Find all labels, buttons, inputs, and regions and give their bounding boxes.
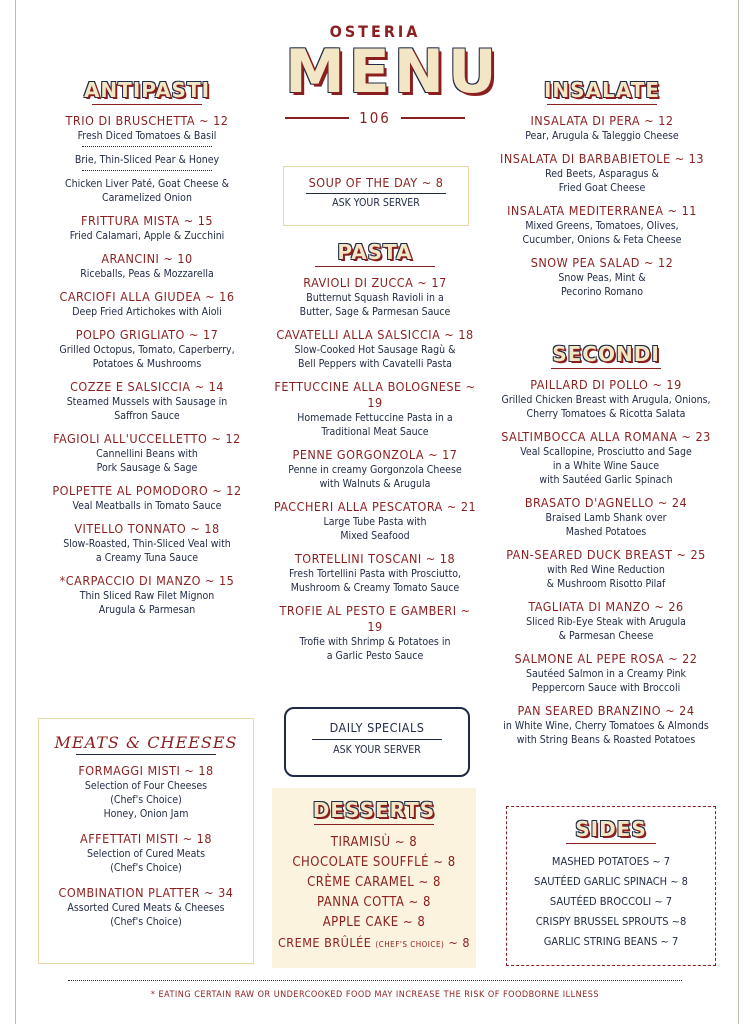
menu-item — [497, 651, 715, 695]
item-name: PAN SEARED BRANZINO ~ 24 — [517, 703, 695, 718]
dessert-item — [272, 933, 476, 955]
item-desc: Sautéed Salmon in a Creamy Pink Peppercorn Sauce with Broccoli — [525, 668, 687, 694]
meats-rule — [76, 754, 216, 755]
item-desc: in White Wine, Cherry Tomatoes & Almonds with String Beans & Roasted Potatoes — [503, 720, 709, 746]
item-name: FRITTURA MISTA ~ 15 — [80, 213, 214, 228]
menu-item — [270, 603, 480, 663]
dessert-last-name: CREME BRÛLÉE — [277, 935, 372, 950]
logo-rule-right — [401, 117, 465, 119]
item-desc: Brie, Thin-Sliced Pear & Honey — [74, 154, 220, 166]
menu-item — [42, 431, 252, 475]
item-desc: with Red Wine Reduction & Mushroom Risotto Pilaf — [546, 564, 666, 590]
menu-item — [270, 499, 480, 543]
secondi-section — [497, 342, 715, 755]
menu-item — [42, 379, 252, 423]
item-name: PACCHERI ALLA PESCATORA ~ 21 — [273, 499, 477, 514]
item-name: SALTIMBOCCA ALLA ROMANA ~ 23 — [501, 429, 711, 444]
logo-osteria: OSTERIA — [329, 22, 421, 41]
logo — [285, 22, 501, 127]
item-name: TROFIE AL PESTO E GAMBERI ~ 19 — [279, 603, 471, 634]
item-desc: Fresh Tortellini Pasta with Prosciutto, Mushroom & Creamy Tomato Sauce — [288, 568, 461, 594]
item-desc: Homemade Fettuccine Pasta in a Traditional Meat Sauce — [297, 412, 453, 438]
dessert-item: PANNA COTTA ~ 8 — [316, 895, 431, 910]
item-name: TRIO DI BRUSCHETTA ~ 12 — [65, 113, 229, 128]
meats-title: MEATS & CHEESES — [54, 733, 238, 752]
logo-menu: MENU — [285, 37, 501, 107]
item-name: ARANCINI ~ 10 — [101, 251, 193, 266]
menu-item — [42, 483, 252, 513]
item-name: INSALATA MEDITERRANEA ~ 11 — [507, 203, 697, 218]
antipasti-title: ANTIPASTI — [83, 78, 211, 102]
meats-box — [38, 718, 254, 964]
item-desc: Steamed Mussels with Sausage in Saffron Sauce — [66, 396, 228, 422]
menu-item — [497, 429, 715, 487]
dessert-item: TIRAMISÙ ~ 8 — [330, 835, 418, 850]
item-name: PENNE GORGONZOLA ~ 17 — [292, 447, 458, 462]
menu-item — [42, 327, 252, 371]
item-name: SALMONE AL PEPE ROSA ~ 22 — [514, 651, 698, 666]
specials-box — [284, 707, 470, 777]
menu-item — [42, 213, 252, 243]
sides-box — [506, 806, 716, 966]
side-item: CRISPY BRUSSEL SPROUTS ~8 — [535, 915, 687, 928]
item-desc: Selection of Cured Meats (Chef's Choice) — [86, 848, 206, 874]
insalate-title: INSALATE — [543, 78, 661, 102]
menu-item — [497, 151, 707, 195]
item-name: INSALATA DI BARBABIETOLE ~ 13 — [500, 151, 704, 166]
item-desc: Fresh Diced Tomatoes & Basil — [77, 130, 217, 142]
antipasti-rule — [92, 104, 202, 105]
item-desc: Assorted Cured Meats & Cheeses (Chef's Choice) — [67, 902, 225, 928]
menu-item — [270, 379, 480, 439]
menu-item — [42, 289, 252, 319]
menu-item — [39, 831, 253, 875]
menu-item — [497, 703, 715, 747]
footer-rule — [68, 980, 682, 981]
item-desc: Penne in creamy Gorgonzola Cheese with Walnuts & Arugula — [288, 464, 462, 490]
item-desc: Snow Peas, Mint & Pecorino Romano — [558, 272, 646, 298]
dotted-divider — [82, 170, 212, 171]
dessert-item: APPLE CAKE ~ 8 — [322, 915, 426, 930]
item-name: PAN-SEARED DUCK BREAST ~ 25 — [506, 547, 706, 562]
menu-item — [42, 573, 252, 617]
item-desc: Deep Fried Artichokes with Aioli — [72, 306, 222, 318]
menu-item — [497, 377, 715, 421]
item-name: CAVATELLI ALLA SALSICCIA ~ 18 — [276, 327, 474, 342]
menu-item — [42, 521, 252, 565]
item-desc: Slow-Roasted, Thin-Sliced Veal with a Creamy Tuna Sauce — [63, 538, 231, 564]
item-name: FETTUCCINE ALLA BOLOGNESE ~ 19 — [274, 379, 476, 410]
logo-rule-left — [285, 117, 349, 119]
item-name: COZZE E SALSICCIA ~ 14 — [70, 379, 224, 394]
menu-item — [497, 113, 707, 143]
sides-title: SIDES — [575, 817, 647, 841]
menu-item — [270, 275, 480, 319]
item-name: POLPO GRIGLIATO ~ 17 — [75, 327, 219, 342]
dessert-item: CHOCOLATE SOUFFLÉ ~ 8 — [292, 855, 456, 870]
desserts-box — [272, 788, 476, 968]
item-desc: Large Tube Pasta with Mixed Seafood — [323, 516, 427, 542]
item-name: PAILLARD DI POLLO ~ 19 — [530, 377, 682, 392]
desserts-rule — [314, 824, 434, 825]
insalate-section — [497, 78, 707, 307]
soup-divider — [306, 193, 446, 194]
item-desc: Braised Lamb Shank over Mashed Potatoes — [545, 512, 667, 538]
menu-item — [270, 447, 480, 491]
menu-item — [39, 763, 253, 821]
item-desc: Selection of Four Cheeses (Chef's Choice) Honey, Onion Jam — [84, 780, 208, 820]
menu-item — [497, 203, 707, 247]
soup-title: SOUP OF THE DAY ~ 8 — [308, 175, 444, 190]
menu-item — [42, 251, 252, 281]
item-name: TORTELLINI TOSCANI ~ 18 — [294, 551, 456, 566]
sides-rule — [566, 843, 656, 844]
pasta-section — [270, 240, 480, 671]
soup-box — [283, 166, 469, 226]
item-desc: Mixed Greens, Tomatoes, Olives, Cucumber, Onions & Feta Cheese — [522, 220, 682, 246]
item-desc: Riceballs, Peas & Mozzarella — [80, 268, 214, 280]
menu-item — [39, 885, 253, 929]
item-name: AFFETTATI MISTI ~ 18 — [80, 831, 212, 846]
item-name: CARCIOFI ALLA GIUDEA ~ 16 — [59, 289, 235, 304]
secondi-title: SECONDI — [552, 342, 660, 366]
item-desc: Veal Meatballs in Tomato Sauce — [72, 500, 222, 512]
insalate-rule — [547, 104, 657, 105]
item-desc: Fried Calamari, Apple & Zucchini — [69, 230, 225, 242]
side-item: MASHED POTATOES ~ 7 — [551, 855, 671, 868]
item-desc: Trofie with Shrimp & Potatoes in a Garlic Pesto Sauce — [299, 636, 451, 662]
item-name: SNOW PEA SALAD ~ 12 — [530, 255, 674, 270]
desserts-title: DESSERTS — [312, 798, 436, 822]
item-name: *CARPACCIO DI MANZO ~ 15 — [59, 573, 235, 588]
item-desc: Chicken Liver Paté, Goat Cheese & Caramelized Onion — [65, 178, 229, 204]
item-desc: Butternut Squash Ravioli in a Butter, Sage & Parmesan Sauce — [299, 292, 451, 318]
soup-subtitle: ASK YOUR SERVER — [332, 197, 420, 209]
pasta-title: PASTA — [337, 240, 413, 264]
specials-divider — [312, 739, 442, 740]
dessert-last-price: ~ 8 — [448, 935, 471, 950]
dessert-item: CRÈME CARAMEL ~ 8 — [307, 875, 441, 890]
item-name: BRASATO D'AGNELLO ~ 24 — [524, 495, 688, 510]
menu-item — [497, 599, 715, 643]
item-desc: Veal Scallopine, Prosciutto and Sage in a White Wine Sauce with Sautéed Garlic Spinach — [520, 446, 692, 486]
item-desc: Cannellini Beans with Pork Sausage & Sage — [96, 448, 198, 474]
menu-item — [497, 495, 715, 539]
item-name: VITELLO TONNATO ~ 18 — [74, 521, 220, 536]
item-name: INSALATA DI PERA ~ 12 — [530, 113, 674, 128]
item-desc: Slow-Cooked Hot Sausage Ragù & Bell Peppers with Cavatelli Pasta — [294, 344, 456, 370]
item-desc: Red Beets, Asparagus & Fried Goat Cheese — [545, 168, 659, 194]
dotted-divider — [82, 146, 212, 147]
pasta-rule — [315, 266, 435, 267]
side-item: GARLIC STRING BEANS ~ 7 — [543, 935, 679, 948]
menu-item — [270, 551, 480, 595]
secondi-rule — [551, 368, 661, 369]
dessert-last-note: (CHEF'S CHOICE) — [375, 940, 445, 949]
antipasti-section — [42, 78, 252, 625]
item-name: RAVIOLI DI ZUCCA ~ 17 — [303, 275, 447, 290]
specials-title: DAILY SPECIALS — [329, 720, 425, 735]
item-desc: Pear, Arugula & Taleggio Cheese — [525, 130, 679, 142]
item-name: POLPETTE AL POMODORO ~ 12 — [52, 483, 242, 498]
item-desc: Grilled Chicken Breast with Arugula, Onions, Cherry Tomatoes & Ricotta Salata — [501, 394, 711, 420]
logo-number-row — [285, 109, 465, 127]
logo-number: 106 — [359, 109, 391, 127]
item-name: COMBINATION PLATTER ~ 34 — [58, 885, 234, 900]
menu-item — [42, 113, 252, 205]
side-item: SAUTÉED GARLIC SPINACH ~ 8 — [534, 875, 688, 888]
menu-item — [497, 255, 707, 299]
item-name: FAGIOLI ALL'UCCELLETTO ~ 12 — [53, 431, 241, 446]
item-name: FORMAGGI MISTI ~ 18 — [78, 763, 214, 778]
item-desc: Grilled Octopus, Tomato, Caperberry, Potatoes & Mushrooms — [59, 344, 235, 370]
item-desc: Thin Sliced Raw Filet Mignon Arugula & Parmesan — [79, 590, 215, 616]
menu-item — [497, 547, 715, 591]
footer-disclaimer: * EATING CERTAIN RAW OR UNDERCOOKED FOOD MAY INCREASE THE RISK OF FOODBORNE ILLNESS — [150, 990, 600, 1000]
item-name: TAGLIATA DI MANZO ~ 26 — [528, 599, 684, 614]
side-item: SAUTÉED BROCCOLI ~ 7 — [549, 895, 673, 908]
menu-item — [270, 327, 480, 371]
item-desc: Sliced Rib-Eye Steak with Arugula & Parmesan Cheese — [526, 616, 686, 642]
specials-subtitle: ASK YOUR SERVER — [333, 744, 421, 756]
